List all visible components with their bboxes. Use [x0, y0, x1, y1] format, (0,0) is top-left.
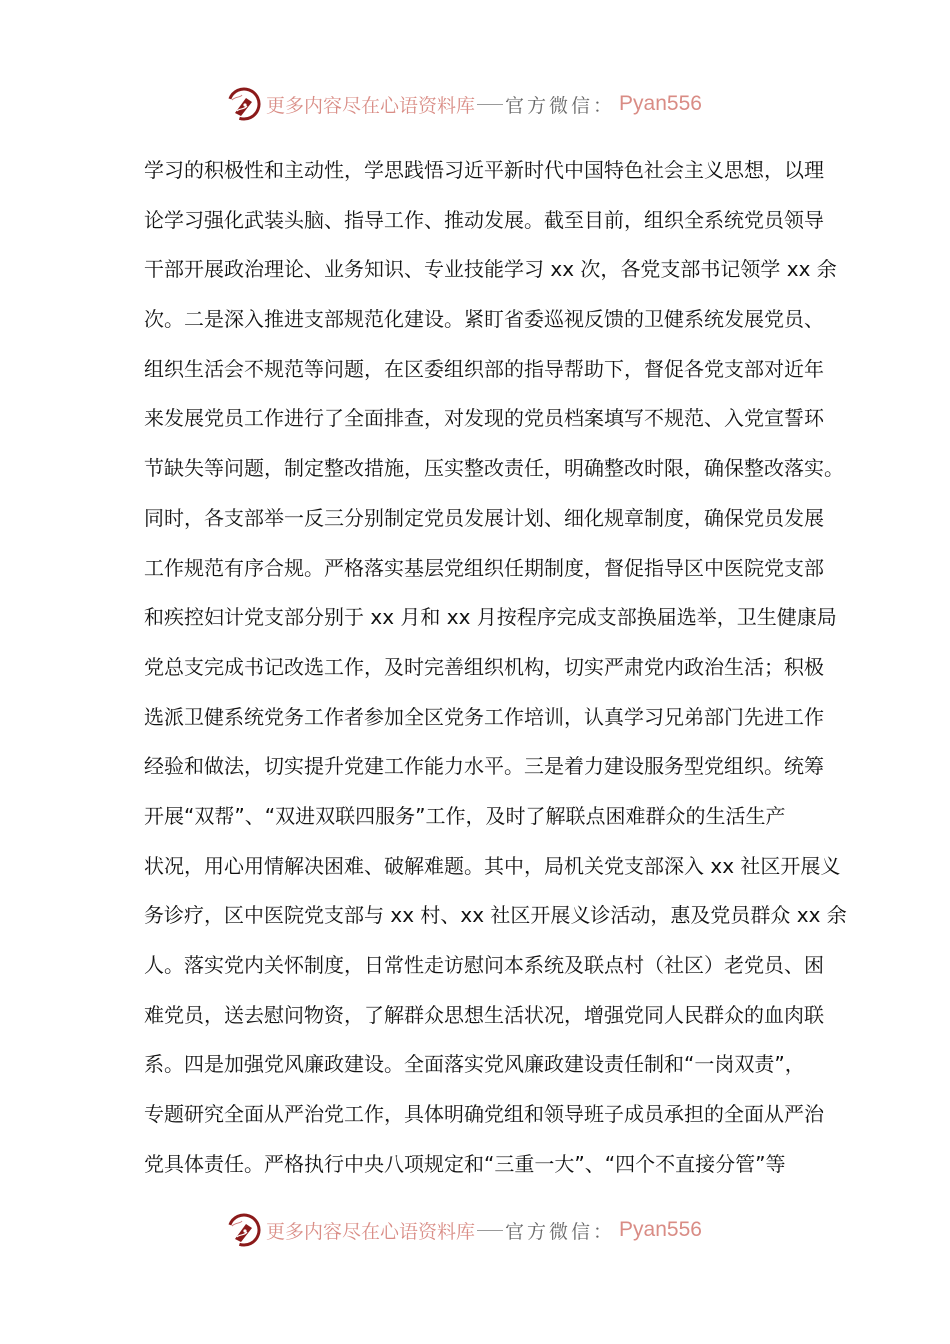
- text-line: 工作规范有序合规。严格落实基层党组织任期制度，督促指导区中医院党支部: [144, 555, 824, 580]
- watermark-sub-text: 官方微信：: [505, 1220, 616, 1243]
- text-line: 经验和做法，切实提升党建工作能力水平。三是着力建设服务型党组织。统筹: [144, 754, 824, 779]
- watermark-dash: [477, 104, 503, 105]
- text-line: 选派卫健系统党务工作者参加全区党务工作培训，认真学习兄弟部门先进工作: [144, 704, 824, 729]
- pen-nib-logo-icon: [226, 1212, 262, 1248]
- watermark-wechat-id: Pyan556: [619, 92, 702, 115]
- document-body: [144, 152, 847, 1195]
- footer-watermark: [226, 1210, 702, 1250]
- watermark-wechat-id: Pyan556: [619, 1218, 702, 1241]
- watermark-main-text: 更多内容尽在心语资料库: [266, 94, 476, 117]
- text-line: 状况，用心用情解决困难、破解难题。其中，局机关党支部深入 xx 社区开展义: [144, 853, 841, 878]
- text-line: 同时，各支部举一反三分别制定党员发展计划、细化规章制度，确保党员发展: [144, 505, 824, 530]
- pen-nib-logo-icon: [226, 86, 262, 122]
- text-line: 学习的积极性和主动性，学思践悟习近平新时代中国特色社会主义思想，以理: [144, 158, 824, 182]
- watermark-main-text: 更多内容尽在心语资料库: [266, 1220, 476, 1243]
- text-line: 论学习强化武装头脑、指导工作、推动发展。截至目前，组织全系统党员领导: [144, 207, 824, 232]
- text-line: 难党员，送去慰问物资，了解群众思想生活状况，增强党同人民群众的血肉联: [144, 1002, 824, 1027]
- text-line: 次。二是深入推进支部规范化建设。紧盯省委巡视反馈的卫健系统发展党员、: [144, 307, 824, 332]
- text-line: 来发展党员工作进行了全面排查，对发现的党员档案填写不规范、入党宣誓环: [144, 406, 824, 431]
- text-line: 党总支完成书记改选工作，及时完善组织机构，切实严肃党内政治生活；积极: [144, 654, 824, 679]
- text-line: 党具体责任。严格执行中央八项规定和“三重一大”、“四个不直接分管”等: [144, 1151, 786, 1176]
- text-line: 开展“双帮”、“双进双联四服务”工作，及时了解联点困难群众的生活生产: [144, 803, 786, 828]
- text-line: 系。四是加强党风廉政建设。全面落实党风廉政建设责任制和“一岗双责”，: [144, 1052, 805, 1077]
- text-line: 节缺失等问题，制定整改措施，压实整改责任，明确整改时限，确保整改落实。: [144, 456, 844, 481]
- watermark-sub-text: 官方微信：: [505, 94, 616, 117]
- text-line: 和疾控妇计党支部分别于 xx 月和 xx 月按程序完成支部换届选举，卫生健康局: [144, 605, 837, 630]
- text-line: 专题研究全面从严治党工作，具体明确党组和领导班子成员承担的全面从严治: [144, 1102, 824, 1127]
- text-line: 务诊疗，区中医院党支部与 xx 村、xx 社区开展义诊活动，惠及党员群众 xx 余: [144, 903, 847, 928]
- text-line: 干部开展政治理论、业务知识、专业技能学习 xx 次，各党支部书记领学 xx 余: [144, 257, 837, 282]
- header-watermark: [226, 84, 702, 124]
- watermark-dash: [477, 1230, 503, 1231]
- text-line: 人。落实党内关怀制度，日常性走访慰问本系统及联点村（社区）老党员、困: [144, 953, 824, 977]
- text-line: 组织生活会不规范等问题，在区委组织部的指导帮助下，督促各党支部对近年: [144, 356, 824, 381]
